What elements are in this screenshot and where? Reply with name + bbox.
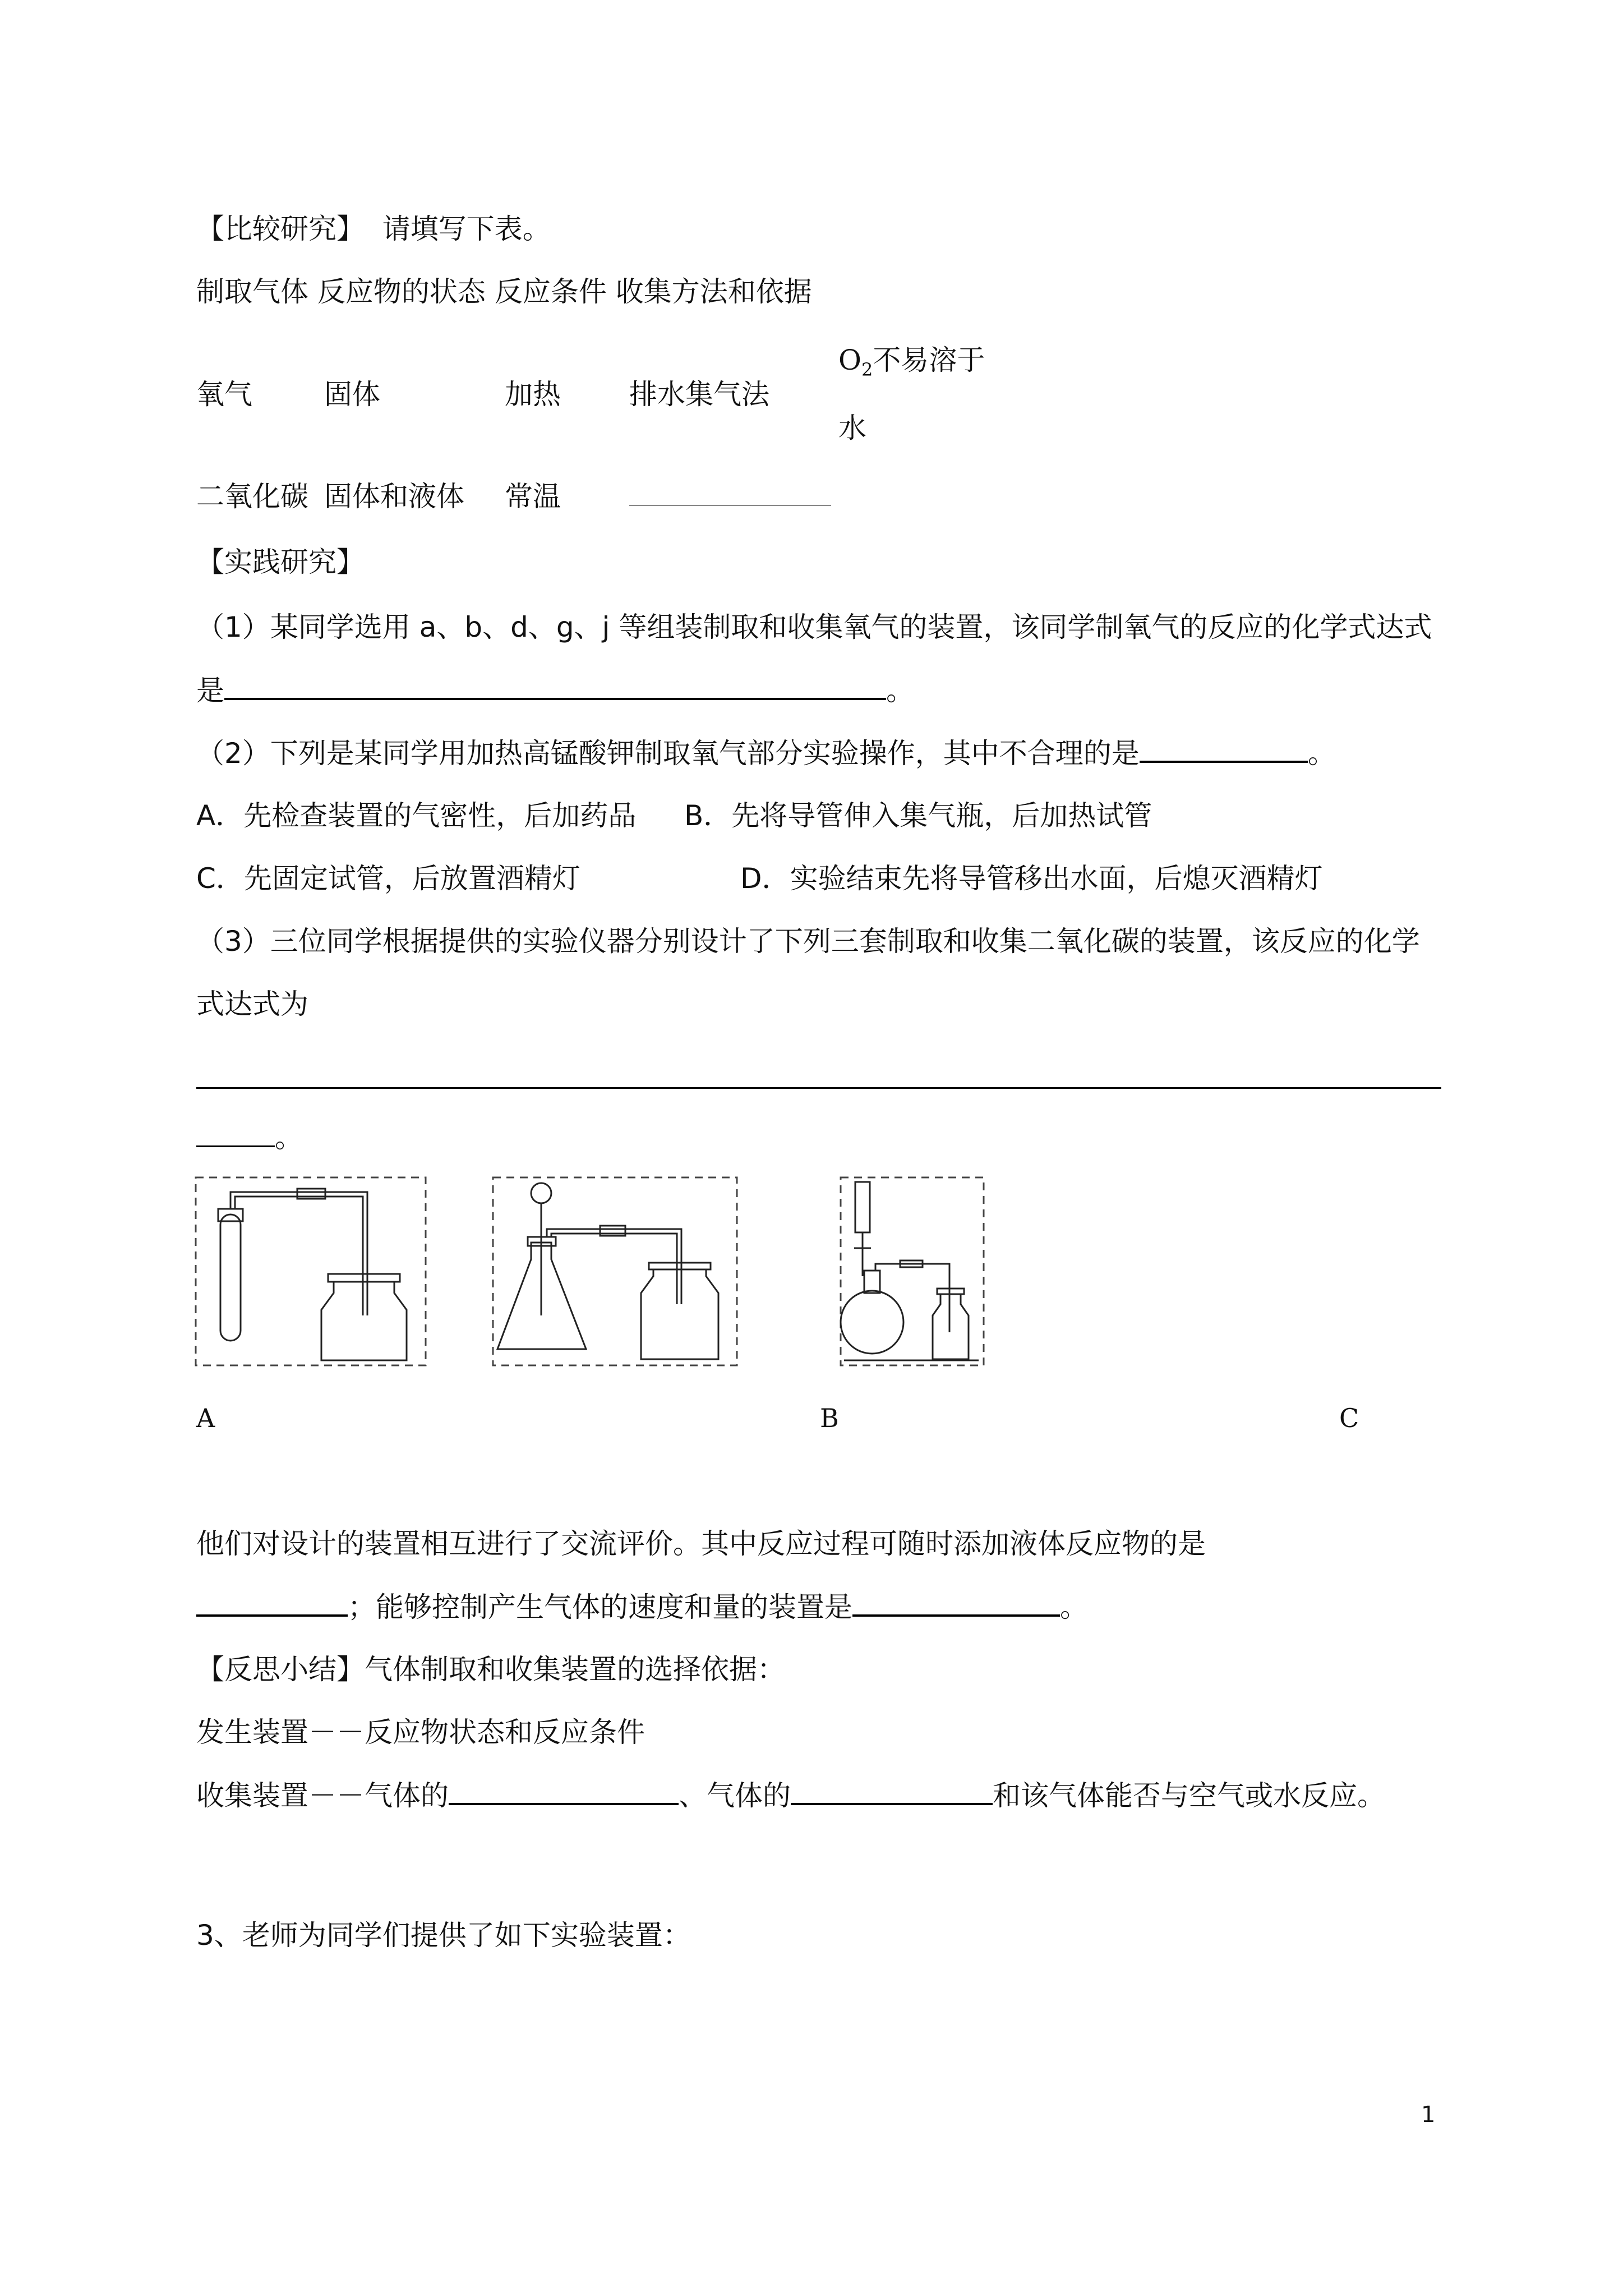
reflect-heading: 【反思小结】: [196, 1653, 365, 1686]
option-b: B．先将导管伸入集气瓶，后加热试管: [684, 799, 1152, 832]
row2-gas: 二氧化碳: [196, 480, 308, 513]
q2-answer-blank[interactable]: [1140, 736, 1308, 763]
q3-answer-blank-end[interactable]: [196, 1121, 275, 1147]
q1-line1: （1）某同学选用 a、b、d、g、j 等组装制取和收集氧气的装置，该同学制氧气的反应的化学式达式: [196, 611, 1432, 643]
question-3: 3、老师为同学们提供了如下实验装置：: [196, 1919, 691, 1952]
eval-blank-2[interactable]: [852, 1590, 1060, 1617]
q3-answer-rule[interactable]: [196, 1087, 1441, 1089]
reflect-line: [196, 1653, 785, 1686]
eval-mid: ；能够控制产生气体的速度和量的装置是: [348, 1591, 852, 1623]
eval-line2: [196, 1590, 1088, 1624]
reflect-blank-2[interactable]: [791, 1778, 993, 1805]
row1-method: 排水集气法: [629, 378, 769, 411]
page-number: 1: [1421, 2102, 1436, 2128]
q2-text: （2）下列是某同学用加热高锰酸钾制取氧气部分实验操作，其中不合理的是: [196, 737, 1140, 770]
q3-line2: 式达式为: [196, 988, 308, 1020]
compare-instruction: 请填写下表。: [382, 213, 551, 245]
reflect-col-start: 收集装置－－气体的: [196, 1779, 449, 1812]
label-c: C: [1339, 1403, 1359, 1433]
reflect-gen: 发生装置－－反应物状态和反应条件: [196, 1716, 645, 1749]
q1-line2: [196, 673, 914, 707]
q3-line3: [196, 1121, 303, 1154]
label-a: A: [196, 1403, 215, 1433]
q1-line2-end: 。: [886, 674, 914, 707]
apparatus-a-diagram: [193, 1175, 429, 1369]
option-c: C．先固定试管，后放置酒精灯: [196, 862, 580, 895]
table-header-condition: 反应条件: [494, 275, 607, 308]
reflect-col-end: 和该气体能否与空气或水反应。: [993, 1779, 1385, 1812]
row1-reason-sub: 2: [861, 359, 873, 380]
reflect-col-mid: 、气体的: [679, 1779, 791, 1812]
table-header-state: 反应物的状态: [317, 275, 486, 308]
option-a: A．先检查装置的气密性，后加药品: [196, 799, 637, 832]
row1-reason-c: 水: [838, 412, 866, 444]
apparatus-c-diagram: [838, 1175, 987, 1369]
q1-answer-blank[interactable]: [224, 673, 886, 700]
row2-method-blank[interactable]: [629, 480, 831, 513]
compare-heading-line: [196, 212, 551, 246]
table-header: [196, 275, 812, 309]
option-d: D．实验结束先将导管移出水面，后熄灭酒精灯: [740, 862, 1323, 895]
q2-end: 。: [1307, 737, 1336, 770]
practice-heading: 【实践研究】: [196, 546, 365, 578]
label-b: B: [820, 1403, 839, 1433]
row1-condition: 加热: [505, 378, 561, 411]
reflect-text: 气体制取和收集装置的选择依据：: [365, 1653, 785, 1686]
eval-blank-1[interactable]: [196, 1590, 348, 1617]
q2-line: [196, 736, 1336, 770]
table-header-method: 收集方法和依据: [615, 275, 812, 308]
row1-state: 固体: [324, 378, 380, 411]
row2-condition: 常温: [505, 480, 561, 513]
eval-line: 他们对设计的装置相互进行了交流评价。其中反应过程可随时添加液体反应物的是: [196, 1527, 1206, 1560]
q3-end: 。: [275, 1121, 303, 1154]
reflect-col: [196, 1778, 1385, 1812]
eval-end: 。: [1060, 1591, 1088, 1623]
reflect-blank-1[interactable]: [449, 1778, 679, 1805]
q3-line1: （3）三位同学根据提供的实验仪器分别设计了下列三套制取和收集二氧化碳的装置，该反应的化学: [196, 925, 1420, 958]
row1-gas: 氧气: [196, 378, 252, 411]
q1-line2-start: 是: [196, 674, 224, 707]
row2-state: 固体和液体: [324, 480, 464, 513]
row1-reason-o: O: [838, 344, 861, 376]
apparatus-b-diagram: [491, 1175, 740, 1369]
table-header-gas: 制取气体: [196, 275, 308, 308]
row1-reason: [838, 343, 985, 386]
row1-reason-b: 不易溶于: [873, 344, 985, 376]
compare-heading: 【比较研究】: [196, 213, 365, 245]
